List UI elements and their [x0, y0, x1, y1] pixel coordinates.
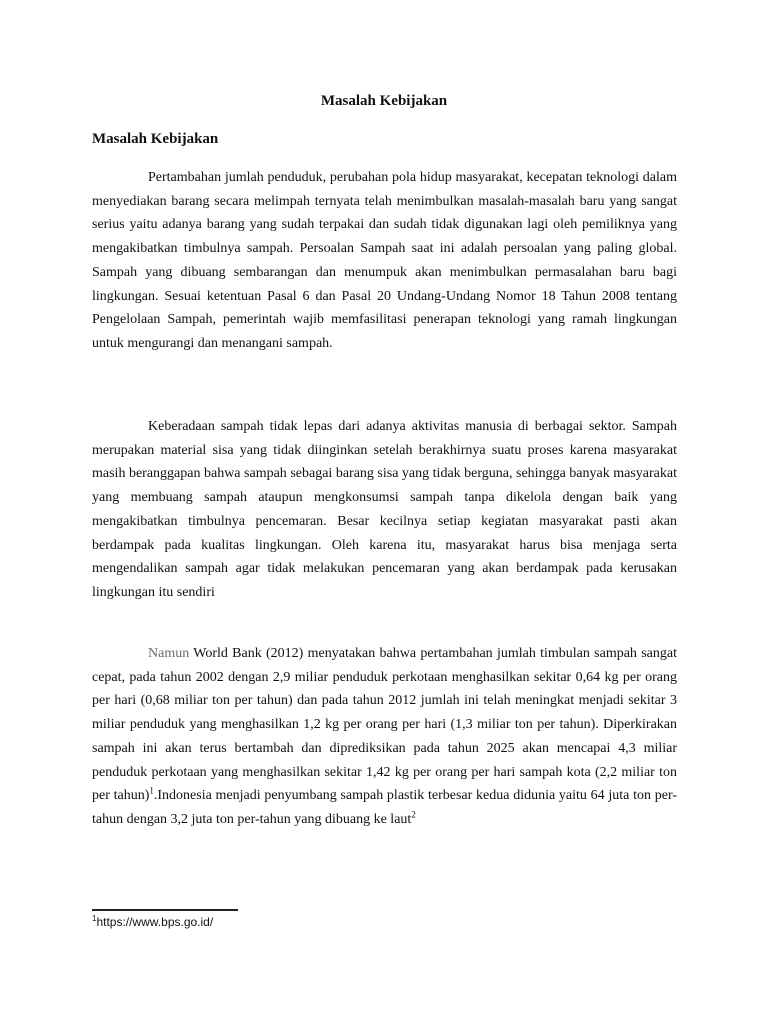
paragraph-text: World Bank (2012) menyatakan bahwa pertambahan jumlah timbulan sampah sangat cepat, pada tahun 2002 dengan 2,9 miliar penduduk perkotaan menghasilkan sekitar 0,64 kg per orang per hari (0,68 miliar ton per tahun) dan pada tahun 2012 jumlah ini telah meningkat menjadi sekitar 3 miliar penduduk yang menghasilkan 1,2 kg per orang per hari (1,3 miliar ton per tahun). Diperkirakan sampah ini akan terus bertambah dan diprediksikan pada tahun 2025 akan mencapai 4,3 miliar penduduk perkotaan yang menghasilkan sekitar 1,42 kg per orang per hari sampah kota (2,2 miliar ton per tahun): [92, 646, 677, 804]
document-title: Masalah Kebijakan: [320, 93, 448, 109]
footnote-link[interactable]: https://www.bps.go.id/: [96, 915, 214, 929]
footnote-reference[interactable]: 1: [149, 785, 154, 796]
section-heading: Masalah Kebijakan: [92, 131, 219, 147]
paragraph-text: .Indonesia menjadi penyumbang sampah plastik terbesar kedua didunia yaitu 64 juta ton per-tahun dengan 3,2 juta ton per-tahun yang dibuang ke laut: [92, 788, 677, 827]
paragraph: [92, 642, 677, 832]
paragraph: Pertambahan jumlah penduduk, perubahan pola hidup masyarakat, kecepatan teknologi dalam menyediakan barang secara melimpah ternyata telah menimbulkan masalah-masalah baru yang sangat serius yaitu adanya barang yang sudah terpakai dan sudah tidak digunakan lagi oleh pemiliknya yang mengakibatkan timbulnya sampah. Persoalan Sampah saat ini adalah persoalan yang paling global. Sampah yang dibuang sembarangan dan menumpuk akan menimbulkan permasalahan baru bagi lingkungan. Sesuai ketentuan Pasal 6 dan Pasal 20 Undang-Undang Nomor 18 Tahun 2008 tentang Pengelolaan Sampah, pemerintah wajib memfasilitasi penerapan teknologi yang ramah lingkungan untuk mengurangi dan menangani sampah.: [92, 170, 677, 351]
footnote-marker: 1: [92, 914, 97, 923]
footnote: [92, 915, 213, 929]
paragraph-lead-word: Namun: [148, 646, 190, 661]
footnote-reference[interactable]: 2: [411, 809, 416, 820]
paragraph: Keberadaan sampah tidak lepas dari adanya aktivitas manusia di berbagai sektor. Sampah merupakan material sisa yang tidak diinginkan setelah berakhirnya suatu proses karena masyarakat masih beranggapan bahwa sampah sebagai barang sisa yang tidak berguna, sehingga banyak masyarakat yang membuang sampah ataupun mengkonsumsi sampah tanpa dikelola dengan baik yang mengakibatkan timbulnya pencemaran. Besar kecilnya setiap kegiatan masyarakat pasti akan berdampak pada kualitas lingkungan. Oleh karena itu, masyarakat harus bisa menjaga serta mengendalikan sampah agar tidak melakukan pencemaran yang akan berdampak pada kerusakan lingkungan itu sendiri: [92, 419, 677, 600]
footnote-separator: [92, 909, 238, 911]
